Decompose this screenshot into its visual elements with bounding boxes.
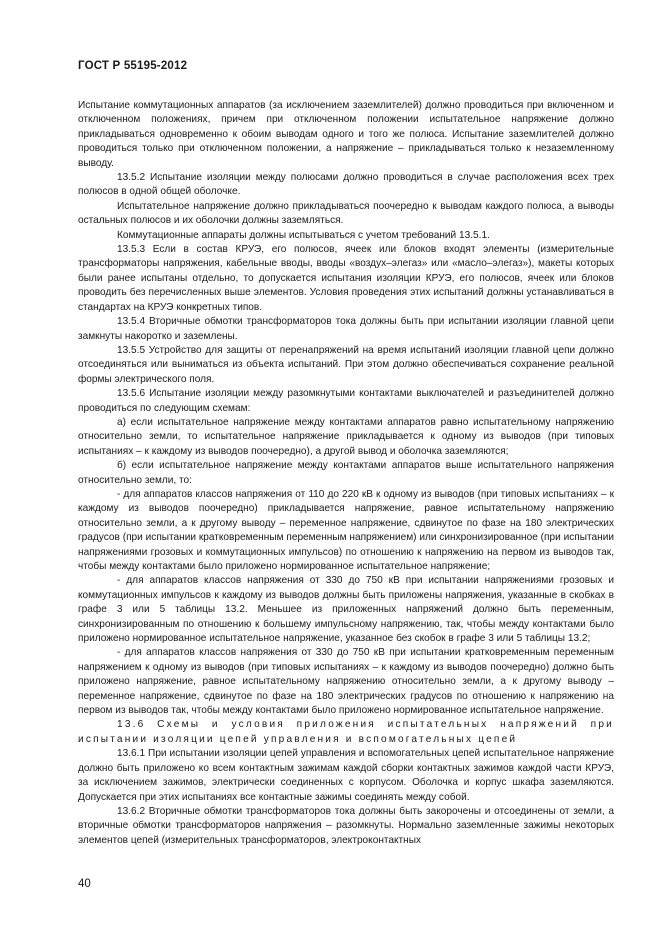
- paragraph: 13.5.4 Вторичные обмотки трансформаторов тока должны быть при испытании изоляции главной цепи замкнуты накоротко и заземлены.: [78, 316, 614, 342]
- paragraph: Испытание коммутационных аппаратов (за исключением заземлителей) должно проводиться при включенном и отключенном положениях, причем при отключенном положении испытательное напряжение должно прикладываться одновременно к обоим выводам одного и того же полюса. Испытание заземлителей должно проводиться только при отключенном положении, а напряжение – прикладываться только к незаземленному выводу.: [78, 100, 614, 169]
- paragraph: - для аппаратов классов напряжения от 110 до 220 кВ к одному из выводов (при типовых испытаниях – к каждому из выводов поочередно) прикладывается напряжение, равное испытательному напряжению относительно земли, а к другому выводу – переменное напряжение, сдвинутое по фазе на 180 электрических градусов (при испытании кратковременным переменным напряжением) или синхронизированное (при испытании напряжениями грозовых и коммутационных импульсов) по отношению к напряжению на первом из выводов так, чтобы между контактами было приложено нормированное испытательное напряжение;: [78, 488, 614, 572]
- document-header: ГОСТ Р 55195-2012: [78, 60, 188, 72]
- paragraph: 13.5.5 Устройство для защиты от перенапряжений на время испытаний изоляции главной цепи должно отсоединяться или выниматься из объекта испытаний. При этом должно обеспечиваться сохранение реальной формы электрического поля.: [78, 344, 614, 385]
- paragraph: - для аппаратов классов напряжения от 330 до 750 кВ при испытании кратковременным переменным напряжением к одному из выводов (при типовых испытаниях – к каждому из выводов поочередно) должно быть приложено напряжение, равное испытательному напряжению относительно земли, а к другому выводу – переменное напряжение, сдвинутое по фазе на 180 электрических градусов по отношению к напряжению на первом из выводов так, чтобы между контактами было приложено нормированное испытательное напряжение.: [78, 647, 614, 717]
- paragraph: 13.5.3 Если в состав КРУЭ, его полюсов, ячеек или блоков входят элементы (измерительные трансформаторы напряжения, кабельные вводы, вводы «воздух–элегаз» или «масло–элегаз»), макеты которых были ранее испытаны отдельно, то допускается испытания изоляции КРУЭ, его полюсов, ячеек или блоков проводить без перечисленных выше элементов. Условия проведения этих испытаний должны устанавливаться в стандартах на КРУЭ конкретных типов.: [78, 244, 614, 313]
- paragraph: б) если испытательное напряжение между контактами аппаратов выше испытательного напряжения относительно земли, то:: [78, 460, 614, 486]
- page-number: 40: [78, 878, 91, 890]
- paragraph: 13.6.2 Вторичные обмотки трансформаторов тока должны быть закорочены и отсоединены от земли, а вторичные обмотки трансформаторов напряжения – разомкнуты. Нормально заземленные зажимы некоторых элементов цепей (измерительных трансформаторов, электроконтактных: [78, 805, 614, 846]
- paragraph: 13.5.6 Испытание изоляции между разомкнутыми контактами выключателей и разъединителей должно проводиться по следующим схемам:: [78, 388, 614, 414]
- paragraph: - для аппаратов классов напряжения от 330 до 750 кВ при испытании напряжениями грозовых и коммутационных импульсов к каждому из выводов должны быть приложены напряжения, указанные в скобках в графе 3 или 5 таблицы 13.2. Меньшее из приложенных напряжений должно быть переменным, синхронизированным по отношению к большему импульсному напряжению, так, чтобы между контактами было приложено нормированное испытательное напряжение, указанное без скобок в графе 3 или 5 таблицы 13.2;: [78, 575, 614, 645]
- paragraph: 13.5.2 Испытание изоляции между полюсами должно проводиться в случае расположения всех трех полюсов в одной общей оболочке.: [78, 172, 614, 198]
- paragraph: Испытательное напряжение должно прикладываться поочередно к выводам каждого полюса, а выводы остальных полюсов и их оболочки должны заземляться.: [78, 200, 614, 227]
- document-body: [78, 99, 614, 848]
- paragraph: 13.6.1 При испытании изоляции цепей управления и вспомогательных цепей испытательное напряжение должно быть приложено ко всем контактным зажимам каждой сборки контактных зажимов каждой части КРУЭ, за исключением зажимов, электрически соединенных с корпусом. Оболочка и корпус шкафа заземляются. Допускается при этих испытаниях все контактные зажимы соединять между собой.: [78, 748, 614, 803]
- paragraph: а) если испытательное напряжение между контактами аппаратов равно испытательному напряжению относительно земли, то испытательное напряжение прикладывается к одному из выводов (при типовых испытаниях – к каждому из выводов поочередно), а другой вывод и оболочка заземляются;: [78, 416, 614, 457]
- paragraph: 13.6 Схемы и условия приложения испытательных напряжений при испытании изоляции цепей управления и вспомогательных цепей: [78, 719, 614, 745]
- paragraph: Коммутационные аппараты должны испытываться с учетом требований 13.5.1.: [117, 229, 490, 241]
